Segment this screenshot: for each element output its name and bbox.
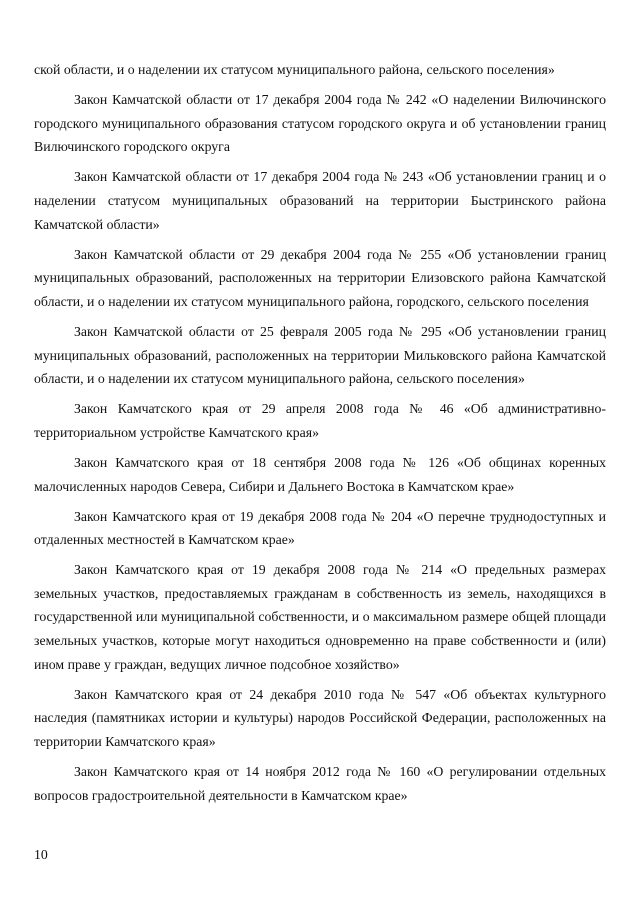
paragraph-law-160: Закон Камчатского края от 14 ноября 2012 года № 160 «О регулировании отдельных вопросов градостроительной деятельности в Камчатском крае» [34,764,606,803]
paragraph-continuation: ской области, и о наделении их статусом муниципального района, сельского поселения» [34,62,555,77]
paragraph-law-242: Закон Камчатской области от 17 декабря 2004 года № 242 «О наделении Вилючинского городского муниципального образования статусом городского округа и об установлении границ Вилючинского городского округа [34,92,606,155]
paragraph-law-547: Закон Камчатского края от 24 декабря 2010 года № 547 «Об объектах культурного наследия (памятниках истории и культуры) народов Российской Федерации, расположенных на территории Камчатского края» [34,686,606,749]
paragraph-law-204: Закон Камчатского края от 19 декабря 2008 года № 204 «О перечне труднодоступных и отдаленных местностей в Камчатском крае» [34,508,606,548]
paragraph-law-243: Закон Камчатской области от 17 декабря 2004 года № 243 «Об установлении границ и о наделении статусом муниципальных образований на территории Быстринского района Камчатской области» [34,169,606,232]
paragraph-law-126: Закон Камчатского края от 18 сентября 2008 года № 126 «Об общинах коренных малочисленных народов Севера, Сибири и Дальнего Востока в Камчатском крае» [34,454,606,494]
page-number: 10 [34,847,48,862]
paragraph-law-255: Закон Камчатской области от 29 декабря 2004 года № 255 «Об установлении границ муниципальных образований, расположенных на территории Елизовского района Камчатской области, и о наделении их статусом муниципального района, городского, сельского поселения [34,246,606,309]
paragraph-law-214: Закон Камчатского края от 19 декабря 2008 года № 214 «О предельных размерах земельных участков, предоставляемых гражданам в собственность из земель, находящихся в государственной или муниципальной собственности, и о максимальном размере общей площади земельных участков, которые могут находиться одновременно на праве собственности и (или) ином праве у граждан, ведущих личное подсобное хозяйство» [34,562,606,672]
paragraph-law-46: Закон Камчатского края от 29 апреля 2008 года № 46 «Об административно-территориальном устройстве Камчатского края» [34,401,606,440]
document-body [34,58,606,814]
paragraph-law-295: Закон Камчатской области от 25 февраля 2005 года № 295 «Об установлении границ муниципальных образований, расположенных на территории Мильковского района Камчатской области, и о наделении их статусом муниципального района, сельского поселения» [34,323,606,387]
